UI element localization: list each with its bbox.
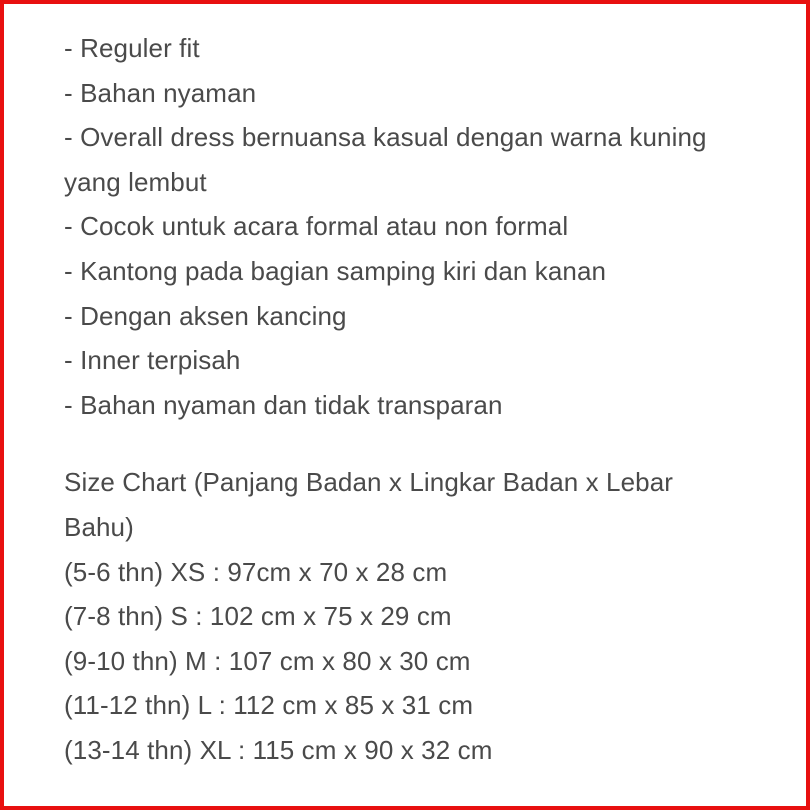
size-chart-title-continuation: Bahu) <box>64 511 134 542</box>
size-chart-row: (9-10 thn) M : 107 cm x 80 x 30 cm <box>64 645 471 676</box>
feature-item: - Bahan nyaman dan tidak transparan <box>64 389 503 420</box>
feature-item: - Dengan aksen kancing <box>64 300 347 331</box>
feature-item: - Reguler fit <box>64 33 200 63</box>
size-chart-row: (5-6 thn) XS : 97cm x 70 x 28 cm <box>64 556 448 587</box>
size-chart-row: (11-12 thn) L : 112 cm x 85 x 31 cm <box>64 690 474 721</box>
feature-item: - Cocok untuk acara formal atau non formal <box>64 211 569 242</box>
feature-item: - Kantong pada bagian samping kiri dan kanan <box>64 255 607 286</box>
feature-item-continuation: yang lembut <box>64 166 207 197</box>
size-chart-title: Size Chart (Panjang Badan x Lingkar Badan x Lebar <box>64 467 674 498</box>
feature-item: - Bahan nyaman <box>64 77 257 108</box>
description-text-block <box>64 26 764 773</box>
size-chart-row: (7-8 thn) S : 102 cm x 75 x 29 cm <box>64 601 452 632</box>
feature-item: - Overall dress bernuansa kasual dengan warna kuning <box>64 122 707 153</box>
section-spacer <box>64 427 764 460</box>
size-chart-row: (13-14 thn) XL : 115 cm x 90 x 32 cm <box>64 734 493 765</box>
feature-item: - Inner terpisah <box>64 345 241 376</box>
